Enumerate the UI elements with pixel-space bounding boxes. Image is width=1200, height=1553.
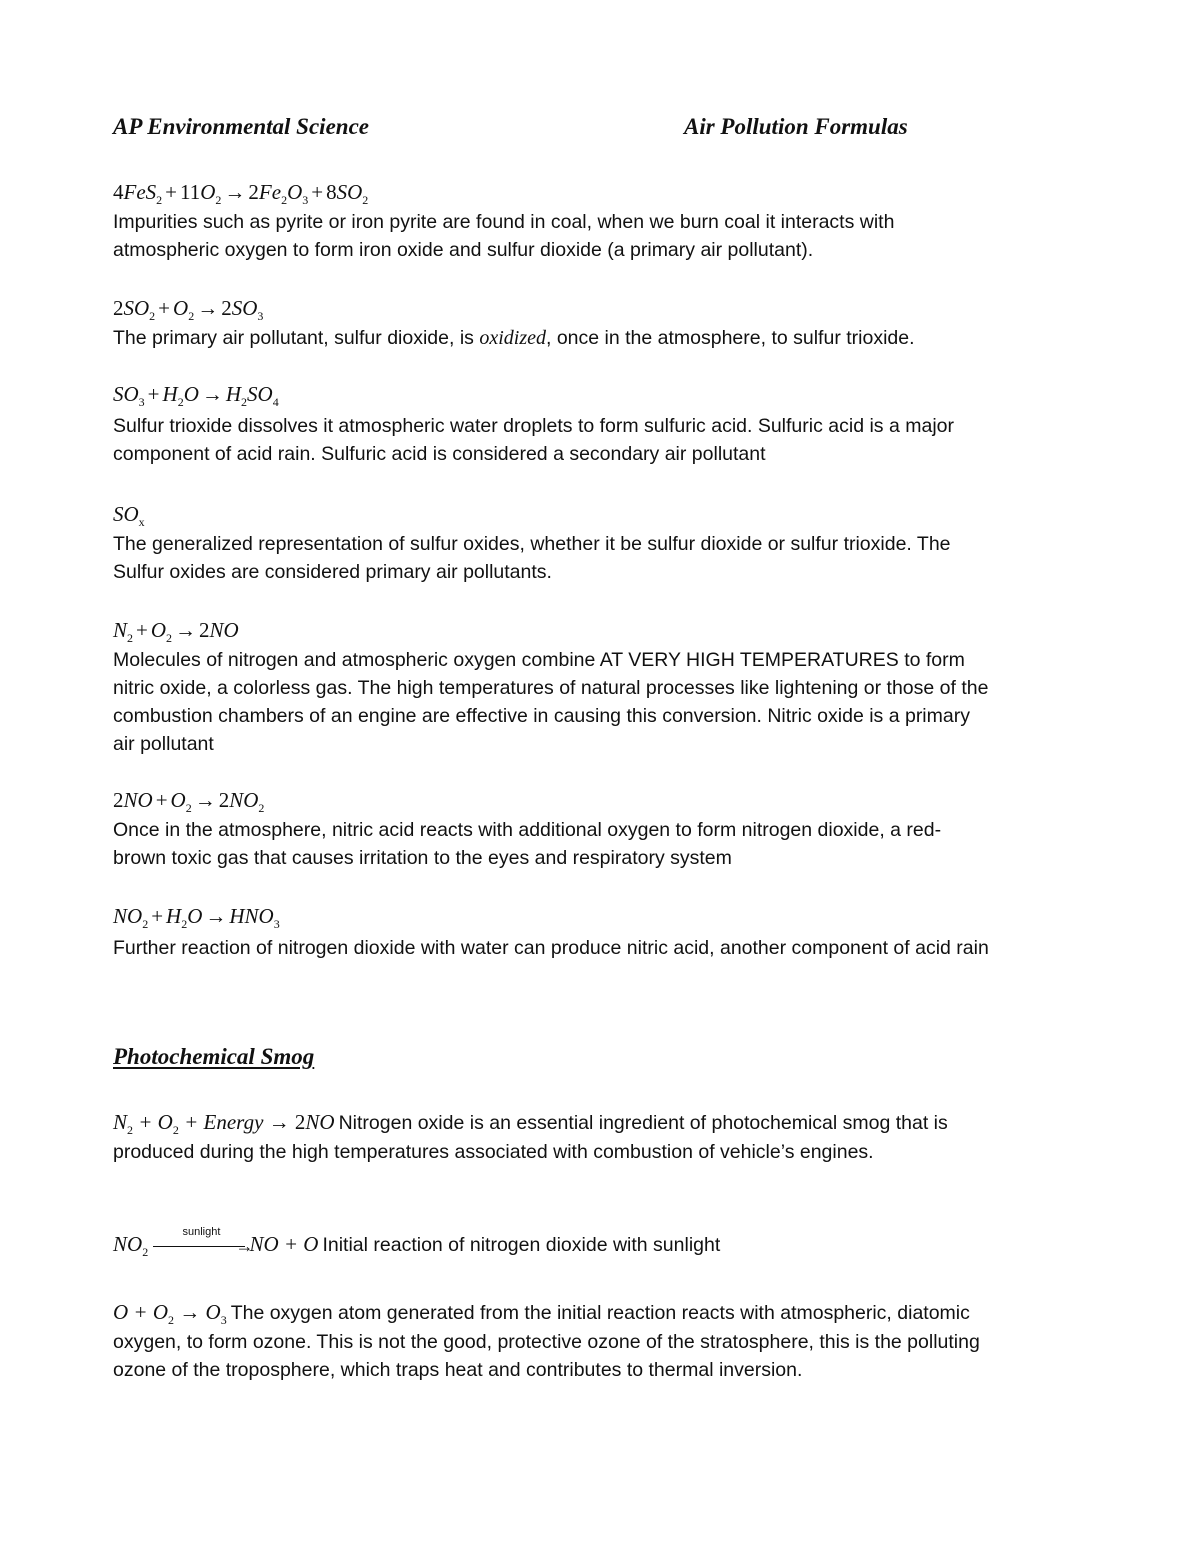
section-title-photochemical-smog: Photochemical Smog	[113, 1044, 315, 1069]
description-nitrogen-dioxide: Once in the atmosphere, nitric acid reacts with additional oxygen to form nitrogen dioxide, a red- brown toxic gas that causes irritation to the eyes and respiratory system	[113, 819, 942, 869]
smog-item-2	[113, 1226, 1103, 1260]
course-title: AP Environmental Science	[113, 114, 369, 139]
smog-item-2-text: Initial reaction of nitrogen dioxide with sunlight	[322, 1234, 721, 1256]
smog-item-3-text: The oxygen atom generated from the initial reaction reacts with atmospheric, diatomic	[230, 1302, 970, 1324]
description-nitric-oxide: Molecules of nitrogen and atmospheric oxygen combine AT VERY HIGH TEMPERATURES to form nitric oxide, a colorless gas. The high temperatures of natural processes like lightening or those of the combustion chambers of an engine are effective in causing this conversion. Nitric oxide is a primary air pollutant	[113, 649, 989, 755]
description-sulfuric-acid: Sulfur trioxide dissolves it atmospheric water droplets to form sulfuric acid. Sulfuric acid is a major component of acid rain. Sulfuric acid is considered a secondary air pollutant	[113, 415, 954, 465]
smog-item-3	[113, 1300, 1103, 1384]
smog-item-3-text-2: oxygen, to form ozone. This is not the good, protective ozone of the stratosphere, this is the polluting	[113, 1331, 980, 1353]
description-so2-oxidation: The primary air pollutant, sulfur dioxide, is oxidized, once in the atmosphere, to sulfur trioxide.	[113, 327, 915, 349]
equation-sox: $SO_x$	[113, 502, 145, 529]
smog-item-1	[113, 1110, 1103, 1166]
equation-smog-no: $N_2 + O_2$ + Energy → 2NO	[113, 1110, 335, 1137]
page-header	[113, 114, 1113, 148]
smog-item-3-text-3: ozone of the troposphere, which traps heat and contributes to thermal inversion.	[113, 1359, 803, 1381]
description-sox: The generalized representation of sulfur oxides, whether it be sulfur dioxide or sulfur trioxide. The Sulfur oxides are considered primary air pollutants.	[113, 533, 951, 583]
equation-so2-oxidation: $2SO_2 + O_2 \to 2SO_3$	[113, 296, 264, 323]
smog-item-1-text: Nitrogen oxide is an essential ingredient of photochemical smog that is	[338, 1112, 948, 1134]
description-nitric-acid: Further reaction of nitrogen dioxide with water can produce nitric acid, another component of acid rain	[113, 937, 989, 959]
smog-item-1-text-2: produced during the high temperatures associated with combustion of vehicle’s engines.	[113, 1141, 874, 1163]
equation-nitric-acid: $NO_2 + H_2O \to HNO_3$	[113, 904, 280, 931]
equation-nitrogen-dioxide: $2NO + O_2 \to 2NO_2$	[113, 788, 265, 815]
document-title: Air Pollution Formulas	[684, 114, 908, 139]
equation-sulfuric-acid: $SO_3 + H_2O \to H_2SO_4$	[113, 382, 279, 409]
equation-smog-photolysis: $NO_2$ sunlight → NO + O	[113, 1226, 319, 1259]
equation-pyrite-combustion: $4FeS_2 + 11O_2 \to 2Fe_2O_3 + 8SO_2$	[113, 180, 369, 207]
description-pyrite-combustion: Impurities such as pyrite or iron pyrite are found in coal, when we burn coal it interacts with atmospheric oxygen to form iron oxide and sulfur dioxide (a primary air pollutant).	[113, 211, 895, 261]
equation-smog-ozone: $O + O_2 \to O_3$	[113, 1300, 227, 1327]
equation-nitric-oxide: $N_2 + O_2 \to 2NO$	[113, 618, 239, 645]
sunlight-arrow: sunlight →	[153, 1236, 249, 1256]
